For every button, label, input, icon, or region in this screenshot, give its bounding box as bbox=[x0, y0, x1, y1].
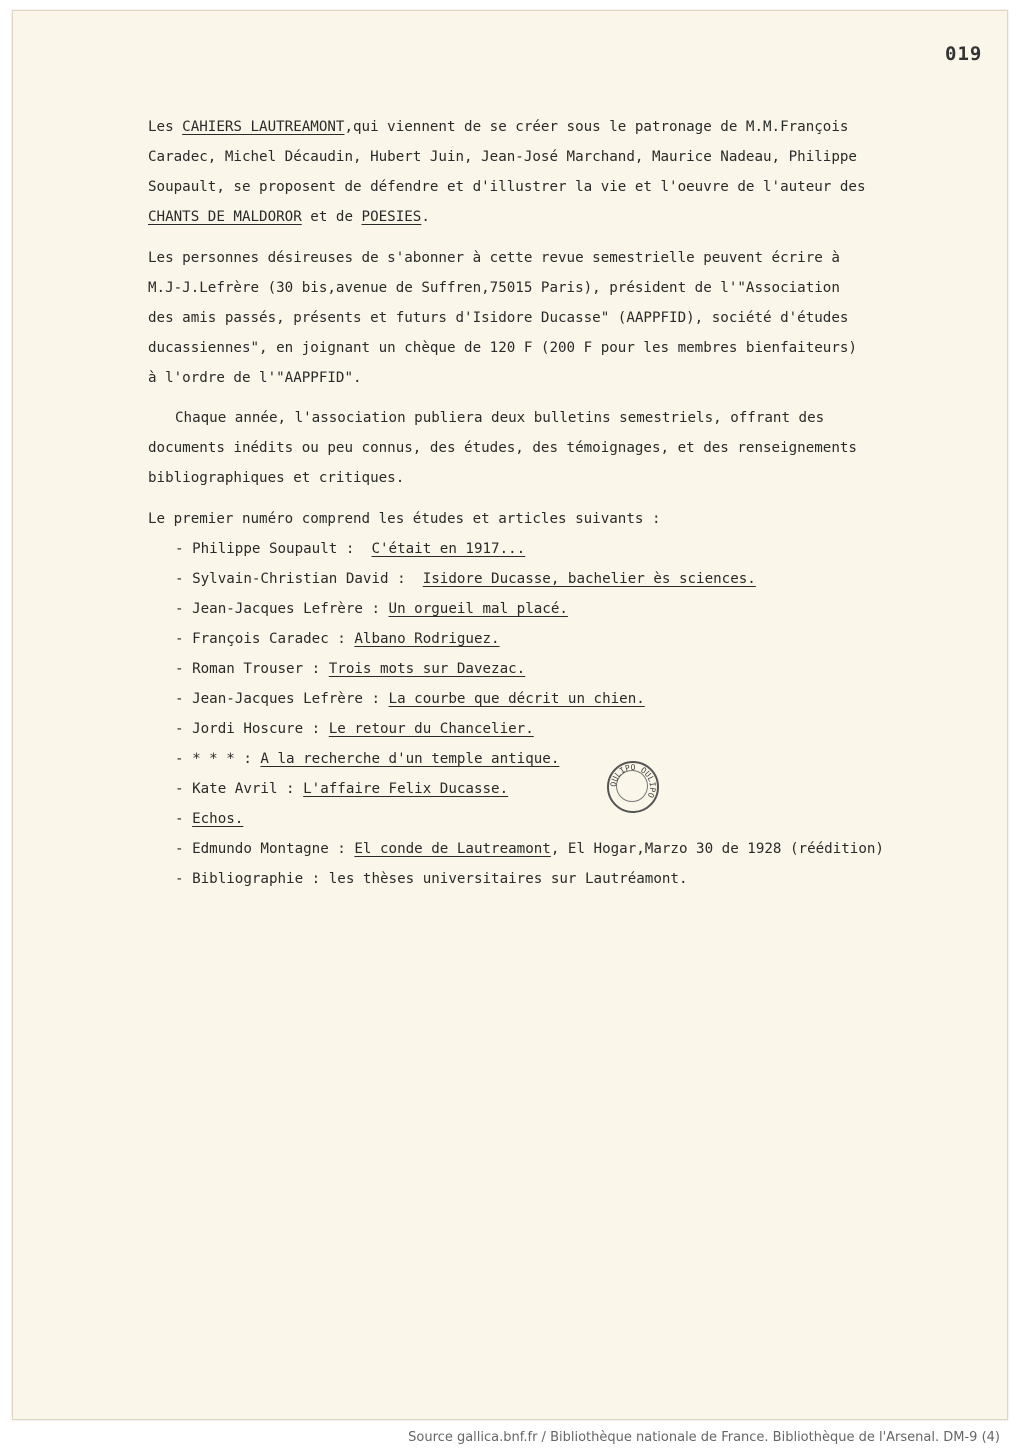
list-item bbox=[175, 691, 645, 707]
article-title: Un orgueil mal placé. bbox=[388, 601, 568, 617]
text: ,qui viennent de se créer sous le patronage de M.M.François bbox=[344, 119, 849, 135]
article-title: El conde de Lautreamont bbox=[354, 841, 551, 857]
article-title: L'affaire Felix Ducasse. bbox=[303, 781, 509, 797]
paragraph-2-line: à l'ordre de l'"AAPPFID". bbox=[148, 370, 362, 386]
article-note: , El Hogar,Marzo 30 de 1928 (réédition) bbox=[550, 841, 884, 857]
author: - Jean-Jacques Lefrère : bbox=[175, 691, 389, 707]
article-title: La courbe que décrit un chien. bbox=[388, 691, 645, 707]
paragraph-2-line: Les personnes désireuses de s'abonner à cette revue semestrielle peuvent écrire à bbox=[148, 250, 840, 266]
article-title: C'était en 1917... bbox=[371, 541, 526, 557]
author: - Bibliographie : les thèses universitaires sur Lautréamont. bbox=[175, 871, 688, 887]
author: - Jean-Jacques Lefrère : bbox=[175, 601, 389, 617]
list-item bbox=[175, 721, 534, 737]
article-title: A la recherche d'un temple antique. bbox=[260, 751, 560, 767]
list-item bbox=[175, 571, 756, 587]
list-item bbox=[175, 661, 525, 677]
paragraph-2-line: des amis passés, présents et futurs d'Isidore Ducasse" (AAPPFID), société d'études bbox=[148, 310, 849, 326]
author: - Jordi Hoscure : bbox=[175, 721, 329, 737]
paragraph-3-line: bibliographiques et critiques. bbox=[148, 470, 405, 486]
author: - bbox=[175, 811, 193, 827]
article-title: Isidore Ducasse, bachelier ès sciences. bbox=[422, 571, 756, 587]
work-title: POESIES bbox=[361, 209, 422, 225]
page-number: 019 bbox=[945, 43, 983, 65]
list-item bbox=[175, 841, 884, 857]
author: - Kate Avril : bbox=[175, 781, 304, 797]
author: - Edmundo Montagne : bbox=[175, 841, 355, 857]
list-item bbox=[175, 631, 500, 647]
author: - Sylvain-Christian David : bbox=[175, 571, 423, 587]
text: . bbox=[421, 209, 430, 225]
journal-title: CAHIERS LAUTREAMONT bbox=[182, 119, 345, 135]
article-title: Albano Rodriguez. bbox=[354, 631, 500, 647]
paragraph-1-line-4 bbox=[148, 209, 430, 225]
list-item bbox=[175, 871, 688, 887]
list-item bbox=[175, 751, 559, 767]
author: - Roman Trouser : bbox=[175, 661, 329, 677]
paragraph-1-line-3: Soupault, se proposent de défendre et d'illustrer la vie et l'oeuvre de l'auteur des bbox=[148, 179, 866, 195]
author: - * * * : bbox=[175, 751, 261, 767]
source-footer: Source gallica.bnf.fr / Bibliothèque nationale de France. Bibliothèque de l'Arsenal. DM-9 (4) bbox=[408, 1430, 1000, 1445]
text: Les bbox=[148, 119, 183, 135]
list-item bbox=[175, 781, 508, 797]
svg-text:OULIPO OULIPO: OULIPO OULIPO bbox=[609, 763, 657, 800]
article-title: Le retour du Chancelier. bbox=[328, 721, 534, 737]
text: et de bbox=[301, 209, 362, 225]
author: - Philippe Soupault : bbox=[175, 541, 372, 557]
paragraph-3-line: Chaque année, l'association publiera deux bulletins semestriels, offrant des bbox=[175, 410, 825, 426]
paragraph-2-line: ducassiennes", en joignant un chèque de 120 F (200 F pour les membres bienfaiteurs) bbox=[148, 340, 857, 356]
document-page bbox=[12, 10, 1008, 1420]
paragraph-2-line: M.J-J.Lefrère (30 bis,avenue de Suffren,75015 Paris), président de l'"Association bbox=[148, 280, 840, 296]
author: - François Caradec : bbox=[175, 631, 355, 647]
list-item bbox=[175, 541, 525, 557]
paragraph-1-line-2: Caradec, Michel Décaudin, Hubert Juin, Jean-José Marchand, Maurice Nadeau, Philippe bbox=[148, 149, 857, 165]
list-item bbox=[175, 601, 568, 617]
article-title: Echos. bbox=[192, 811, 244, 827]
oulipo-stamp bbox=[607, 761, 659, 813]
paragraph-3-line: documents inédits ou peu connus, des études, des témoignages, et des renseignements bbox=[148, 440, 857, 456]
list-item bbox=[175, 811, 243, 827]
article-title: Trois mots sur Davezac. bbox=[328, 661, 526, 677]
paragraph-1-line-1 bbox=[148, 119, 848, 135]
list-intro: Le premier numéro comprend les études et articles suivants : bbox=[148, 511, 661, 527]
work-title: CHANTS DE MALDOROR bbox=[148, 209, 302, 225]
